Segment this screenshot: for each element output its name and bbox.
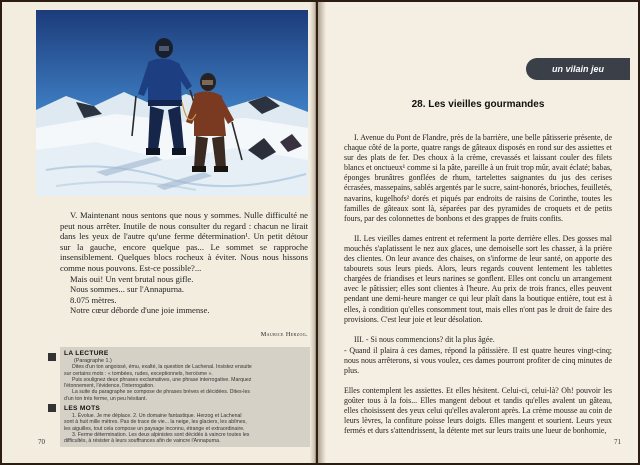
right-page	[318, 2, 638, 463]
lecture-heading: LA LECTURE	[64, 350, 109, 357]
lecture-line: sur certains mots : « tombées, rudes, exceptionnels, heroïsme ».	[64, 370, 213, 377]
paragraph-i: I. Avenue du Pont de Flandre, près de la barrière, une belle pâtisserie présente, de chaque côté de la porte, quatre rangs de gâteaux disposés en rond sur des assiettes et sur des plats de fer. Des choux à la crème, crevassés et laissant couler des filets blancs et onctueux¹ comme si la pâte, pareille à un fruit trop mûr, avait éclaté; babas, éponges brunâtres gonflées de rhum, tartelettes saignantes du jus des cerises écrasées, massepains, sablés argentés par le sucre, saint-honorés, brioches, feuilletés, navarins, kugelhofs² dorés et piqués par endroits de raisins de Corinthe, toutes les familles de gâteaux sont là, séparées par des pyramides de croquets et de petits fours, par des colonnettes de bonbons et des grappes de fruits confits.	[344, 133, 612, 223]
verse-line: Nous sommes... sur l'Annapurna.	[70, 284, 184, 295]
paragraph-continuation: Elles contemplent les assiettes. Et elles hésitent. Celui-ci, celui-là? Oh! pouvoir les goûter tous à la fois... Elles mangent debout et tandis qu'elles avalent un gâteau, elles choisissent des yeux celui qu'elles avaleront après. La crème mousse au coin de leurs lèvres, la confiture poisse leurs doigts. Elles mangent et sourient. Leurs yeux fermés et durs s'attendrissent, la détente met sur leurs traits une lueur de bonhomie,	[344, 386, 612, 436]
verse-line: 8.075 mètres.	[70, 294, 117, 305]
author-signature: Maurice Herzog.	[260, 331, 308, 338]
dialogue-line: - Quand il plaira à ces dames, répond la pâtissière. Il est quatre heures vingt-cinq; nous nous arrêterons, si vous voulez, ces dames pourront profiter de cinq minutes de plus.	[344, 345, 612, 375]
lecture-subheading: (Paragraphe 1.)	[74, 358, 112, 364]
book-gutter	[310, 2, 326, 463]
open-book	[2, 2, 638, 463]
section-marker-icon	[48, 404, 56, 412]
page-number-right: 71	[614, 438, 621, 446]
mountaineers-illustration	[36, 10, 308, 196]
paragraph-v: V. Maintenant nous sentons que nous y sommes. Nulle difficulté ne peut nous arrêter. Inutile de nous consulter du regard : chacun ne lirait dans les yeux de l'autre qu'une ferme détermination¹. Un petit détour sur la gauche, encore quelque pas... Le sommet se rapproche insensiblement. Quelques blocs rocheux à éviter. Nous nous hissons comme nous pouvons. Est-ce possible?...	[60, 210, 308, 273]
paragraph-iii: III. - Si nous commencions? dit la plus âgée.	[354, 334, 495, 344]
mots-line: 1. Évolue. Je me déplace. 2. Un domaine fantastique. Herzog et Lachenal	[72, 413, 242, 420]
mots-line: sont à huit mille mètres. Pas de trace de vie... la neige, les glaciers, les abîmes,	[64, 419, 247, 426]
chapter-banner: un vilain jeu	[526, 58, 630, 80]
lecture-line: Dites d'un ton angoissé, ému, exalté, la question de Lachenal. Insistez ensuite	[72, 364, 252, 371]
page-number-left: 70	[38, 438, 45, 446]
lecture-line: La suite du paragraphe se compose de phrases brèves et décidées. Dites-les	[72, 389, 250, 396]
right-body-text	[344, 133, 612, 447]
mots-line: difficultés, à résister à leurs souffrances afin de vaincre l'Annapurna.	[64, 438, 221, 445]
left-body-text	[60, 210, 308, 316]
section-marker-icon	[48, 353, 56, 361]
chapter-title: 28. Les vieilles gourmandes	[411, 99, 545, 110]
lecture-line: d'un ton très ferme, un peu hésitant.	[64, 395, 147, 402]
verse-line: Notre cœur déborde d'une joie immense.	[70, 305, 210, 316]
lecture-line: l'étonnement, l'évidence, l'interrogation.	[64, 383, 155, 390]
mots-line: les aiguilles, tout cela compose un paysage inconnu, étrange et extraordinaire.	[64, 425, 245, 432]
verse-line: Mais oui! Un vent brutal nous gifle.	[70, 273, 194, 284]
paragraph-ii: II. Les vieilles dames entrent et referment la porte derrière elles. Des gosses mal mouchés s'aplatissent le nez aux glaces, une demoiselle sort les chasser, à la prière des clientes. On leur avance des chaises, on s'informe de leur santé, on apporte des tabourets sous leurs pieds. Alors, leurs regards couvent lentement les tablettes chargées de friandises et leurs narines se gonflent. Elles ont conclu un arrangement avec le pâtissier; elles sont clientes à l'heure. Au prix de trois francs, elles peuvent pendant une demi-heure manger ce qui leur plaît dans la boutique entière, tout est à elles, à condition qu'elles consomment tout, mais elles n'ont pas le droit de faire des provisions. C'est leur joie et leur désolation.	[344, 233, 612, 324]
left-page	[2, 2, 316, 463]
mountaineers-icon	[36, 10, 308, 196]
mots-line: 3. Ferme détermination. Les deux alpinistes sont décidés à vaincre toutes les	[72, 431, 250, 438]
mots-heading: LES MOTS	[64, 405, 101, 413]
exercise-box	[60, 347, 310, 447]
lecture-line: Puis soulignez deux phrases exclamatives, une phrase interrogative. Marquez	[72, 376, 252, 383]
